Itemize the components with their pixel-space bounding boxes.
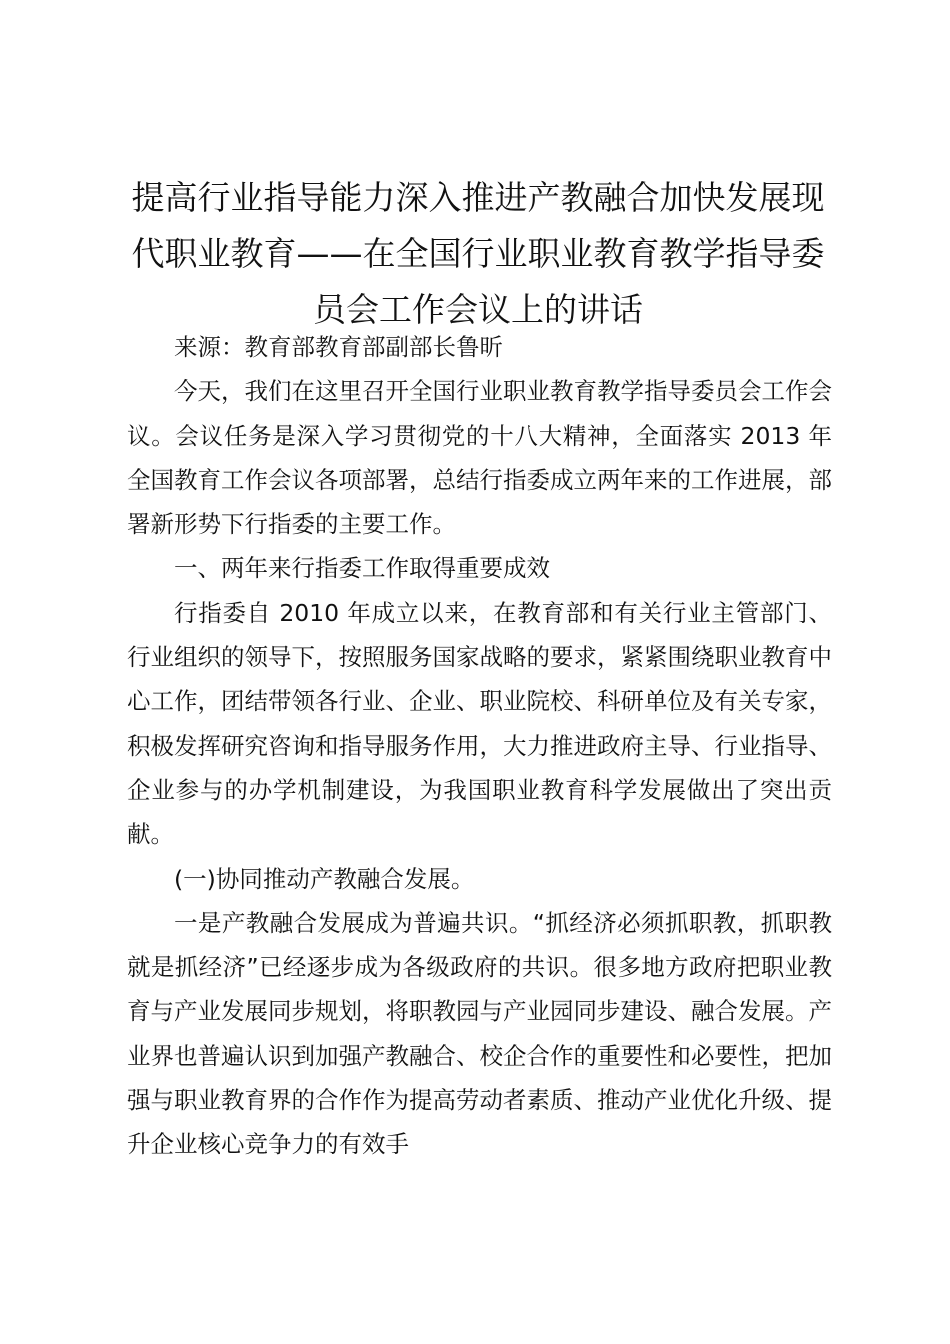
document-title: 提高行业指导能力深入推进产教融合加快发展现代职业教育——在全国行业职业教育教学指导委员会工作会议上的讲话: [131, 178, 825, 329]
paragraph-achievements: 行指委自 2010 年成立以来，在教育部和有关行业主管部门、行业组织的领导下，按照服务国家战略的要求，紧紧围绕职业教育中心工作，团结带领各行业、企业、职业院校、科研单位及有关专家，积极发挥研究咨询和指导服务作用，大力推进政府主导、行业指导、企业参与的办学机制建设，为我国职业教育科学发展做出了突出贡献。: [127, 598, 832, 849]
section-heading-1: 一、两年来行指委工作取得重要成效: [174, 554, 550, 583]
source-line: 来源：教育部教育部副部长鲁昕: [174, 333, 503, 361]
paragraph-intro: 今天，我们在这里召开全国行业职业教育教学指导委员会工作会议。会议任务是深入学习贯彻党的十八大精神，全面落实 2013 年全国教育工作会议各项部署，总结行指委成立两年来的工作进展，部署新形势下行指委的主要工作。: [127, 377, 832, 539]
document-body: [127, 325, 832, 1167]
subsection-heading-1: (一)协同推动产教融合发展。: [174, 864, 475, 893]
paragraph-consensus: 一是产教融合发展成为普遍共识。“抓经济必须抓职教，抓职教就是抓经济”已经逐步成为各级政府的共识。很多地方政府把职业教育与产业发展同步规划，将职教园与产业园同步建设、融合发展。产业界也普遍认识到加强产教融合、校企合作的重要性和必要性，把加强与职业教育界的合作作为提高劳动者素质、推动产业优化升级、提升企业核心竞争力的有效手: [127, 908, 832, 1159]
